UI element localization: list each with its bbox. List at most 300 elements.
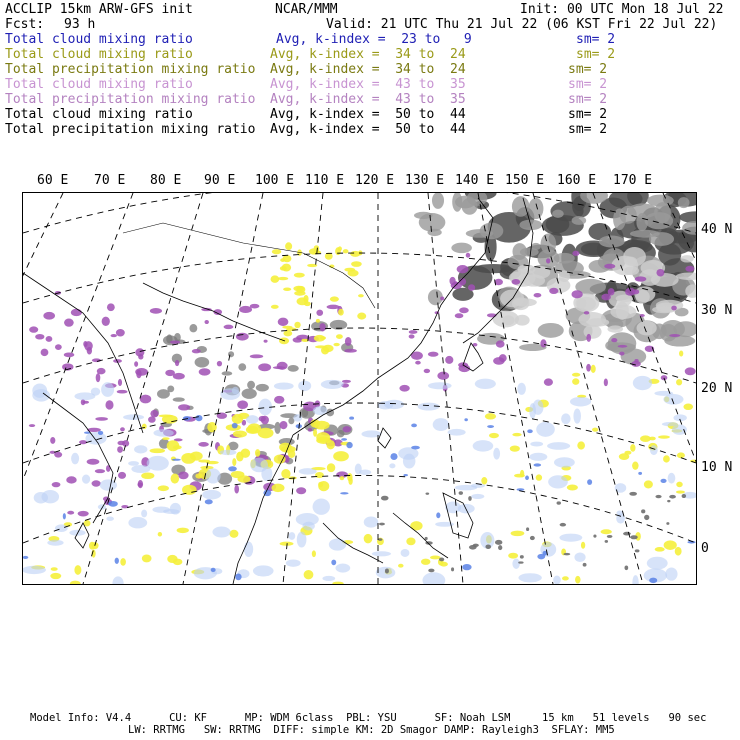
org-label: NCAR/MMM — [275, 2, 338, 17]
field-cell — [517, 488, 525, 491]
field-cell — [67, 511, 74, 515]
field-cell — [140, 395, 151, 404]
field-cell — [644, 515, 649, 520]
field-cell — [117, 446, 123, 453]
field-cell — [177, 528, 189, 534]
field-cell — [234, 485, 239, 494]
field-cell — [469, 545, 477, 550]
field-cell — [637, 321, 657, 336]
field-cell — [170, 340, 180, 343]
field-cell — [205, 468, 220, 483]
field-cell — [344, 349, 357, 353]
field-cell — [128, 461, 139, 466]
field-cell — [316, 310, 323, 316]
field-cell — [624, 565, 628, 570]
field-cell — [533, 399, 544, 414]
field-cell — [604, 264, 615, 269]
legend-avg: Avg, k-index = 43 to 35 — [270, 77, 466, 92]
field-cell — [255, 449, 260, 457]
field-cell — [586, 334, 591, 342]
field-cell — [601, 294, 611, 301]
field-cell — [459, 307, 469, 313]
field-cell — [274, 422, 280, 434]
field-cell — [530, 442, 543, 447]
legend-smoothing: sm= 2 — [568, 122, 608, 137]
field-cell — [554, 457, 575, 467]
field-cell — [233, 430, 247, 437]
field-cell — [118, 379, 122, 386]
lon-label: 110 E — [305, 173, 345, 188]
field-cell — [616, 302, 629, 320]
field-cell — [411, 424, 417, 428]
field-cell — [312, 550, 316, 557]
lon-label: 120 E — [355, 173, 395, 188]
lon-label: 100 E — [255, 173, 295, 188]
field-cell — [361, 430, 381, 437]
field-cell — [663, 455, 670, 462]
field-cell — [455, 196, 475, 209]
field-cell — [667, 500, 670, 502]
field-cell — [666, 522, 669, 525]
field-cell — [498, 545, 502, 550]
field-cell — [398, 564, 403, 568]
field-cell — [344, 268, 355, 272]
field-cell — [198, 442, 208, 447]
field-cell — [390, 453, 397, 460]
field-cell — [619, 453, 629, 460]
field-cell — [150, 410, 158, 418]
field-cell — [634, 359, 638, 362]
field-cell — [439, 558, 444, 562]
field-cell — [493, 311, 519, 328]
field-cell — [563, 553, 570, 555]
field-cell — [544, 378, 553, 386]
field-cell — [572, 373, 580, 377]
field-cell — [141, 472, 154, 479]
field-cell — [518, 573, 541, 582]
valid-time: Valid: 21 UTC Thu 21 Jul 22 (06 KST Fri 22 Jul 22) — [326, 17, 718, 32]
field-cell — [655, 547, 665, 552]
field-cell — [330, 296, 339, 301]
field-cell — [78, 511, 89, 517]
model-title: ACCLIP 15km ARW-GFS init — [5, 2, 193, 17]
field-cell — [286, 327, 296, 331]
lon-label: 90 E — [204, 173, 236, 188]
legend-smoothing: sm= 2 — [568, 107, 608, 122]
field-cell — [189, 324, 197, 332]
field-cell — [274, 383, 294, 390]
field-cell — [46, 336, 53, 342]
field-cell — [665, 567, 677, 580]
legend-avg: Avg, k-index = 50 to 44 — [270, 107, 466, 122]
field-cell — [217, 361, 222, 367]
field-cell — [466, 253, 471, 258]
field-cell — [278, 277, 289, 280]
field-cell — [520, 470, 524, 478]
field-cell — [406, 538, 415, 546]
field-cell — [343, 426, 352, 432]
field-cell — [141, 510, 147, 518]
field-cell — [297, 532, 307, 548]
field-cell — [237, 400, 248, 409]
field-cell — [224, 325, 234, 329]
field-cell — [572, 378, 579, 385]
field-cell — [66, 476, 76, 483]
lon-label: 160 E — [557, 173, 597, 188]
field-cell — [70, 581, 81, 584]
field-cell — [451, 282, 462, 289]
field-cell — [345, 337, 352, 346]
field-cell — [105, 400, 113, 409]
field-cell — [274, 455, 286, 464]
field-cell — [346, 442, 352, 448]
field-cell — [424, 369, 430, 373]
field-cell — [513, 298, 536, 306]
field-cell — [195, 415, 202, 421]
field-cell — [202, 490, 221, 500]
field-cell — [50, 437, 55, 444]
field-cell — [198, 459, 210, 462]
field-cell — [560, 523, 566, 527]
field-cell — [171, 474, 180, 484]
field-cell — [572, 290, 583, 298]
field-cell — [607, 535, 613, 538]
field-cell — [247, 381, 255, 389]
legend-smoothing: sm= 2 — [576, 47, 616, 62]
field-cell — [432, 193, 444, 209]
field-cell — [107, 303, 115, 311]
field-cell — [264, 340, 268, 343]
field-cell — [485, 413, 496, 419]
field-cell — [35, 334, 44, 340]
field-cell — [335, 564, 350, 573]
field-cell — [50, 573, 61, 579]
field-cell — [236, 333, 249, 341]
lon-label: 170 E — [613, 173, 653, 188]
lon-label: 80 E — [150, 173, 182, 188]
field-cell — [618, 345, 628, 348]
field-cell — [343, 249, 349, 253]
field-cell — [546, 258, 550, 263]
field-cell — [526, 527, 529, 531]
field-cell — [520, 248, 539, 257]
field-cell — [314, 335, 325, 342]
legend-field: Total precipitation mixing ratio — [5, 122, 256, 137]
field-cell — [567, 485, 578, 491]
field-cell — [616, 295, 634, 302]
field-cell — [573, 408, 581, 423]
field-cell — [575, 576, 581, 584]
field-cell — [274, 396, 284, 404]
field-cell — [372, 551, 391, 556]
field-cell — [572, 251, 579, 256]
field-cell — [570, 397, 591, 407]
field-cell — [574, 553, 585, 562]
field-cell — [451, 567, 454, 571]
field-cell — [43, 312, 55, 320]
field-cell — [158, 485, 169, 491]
field-cell — [355, 464, 362, 475]
field-cell — [586, 364, 591, 372]
field-cell — [552, 210, 563, 218]
field-cell — [321, 380, 344, 389]
field-cell — [451, 243, 472, 253]
lon-label: 60 E — [37, 173, 69, 188]
field-cell — [399, 385, 409, 392]
field-cell — [672, 424, 687, 434]
field-cell — [347, 473, 352, 481]
field-cell — [302, 522, 314, 531]
fcst-label: Fcst: — [5, 17, 45, 32]
field-cell — [655, 495, 661, 498]
field-cell — [428, 352, 439, 357]
field-cell — [650, 445, 658, 455]
field-cell — [232, 458, 236, 466]
map-panel[interactable] — [22, 192, 697, 585]
field-cell — [41, 349, 49, 356]
field-cell — [23, 556, 28, 559]
field-cell — [116, 329, 125, 336]
field-cell — [283, 255, 292, 262]
lon-label: 150 E — [505, 173, 545, 188]
field-cell — [658, 243, 681, 265]
field-cell — [120, 558, 126, 566]
field-cell — [236, 452, 243, 462]
field-cell — [74, 565, 81, 575]
field-cell — [153, 429, 173, 437]
field-cell — [518, 561, 523, 563]
field-cell — [117, 441, 125, 446]
field-cell — [647, 557, 668, 570]
field-cell — [430, 556, 441, 560]
field-cell — [157, 389, 170, 399]
field-cell — [664, 540, 677, 550]
field-cell — [669, 495, 676, 499]
field-cell — [232, 423, 238, 429]
field-cell — [238, 363, 246, 371]
field-cell — [547, 442, 570, 450]
field-cell — [680, 255, 693, 262]
field-cell — [685, 266, 694, 272]
field-cell — [280, 266, 287, 270]
field-cell — [178, 471, 188, 479]
field-cell — [682, 494, 687, 498]
field-cell — [120, 427, 125, 431]
field-cell — [340, 492, 348, 494]
field-shading — [23, 193, 696, 584]
field-cell — [364, 517, 379, 528]
field-cell — [421, 559, 430, 565]
field-cell — [428, 569, 434, 573]
field-cell — [496, 340, 505, 347]
field-cell — [630, 230, 660, 238]
field-cell — [64, 319, 74, 327]
field-cell — [485, 544, 491, 548]
lat-label: 10 N — [701, 460, 733, 475]
field-cell — [91, 388, 100, 396]
init-time: Init: 00 UTC Mon 18 Jul 22 — [520, 2, 724, 17]
field-cell — [333, 451, 349, 461]
fcst-value: 93 h — [64, 17, 96, 32]
field-cell — [288, 365, 299, 372]
field-cell — [329, 538, 346, 550]
field-cell — [111, 334, 117, 337]
field-cell — [349, 416, 354, 419]
field-cell — [308, 428, 312, 432]
field-cell — [635, 549, 640, 552]
field-cell — [195, 357, 210, 368]
field-cell — [192, 349, 201, 353]
field-cell — [118, 472, 126, 479]
field-cell — [593, 535, 596, 538]
field-cell — [632, 462, 639, 470]
legend-field: Total precipitation mixing ratio — [5, 92, 256, 107]
field-cell — [158, 532, 162, 537]
field-cell — [530, 536, 535, 540]
field-cell — [87, 347, 92, 355]
field-cell — [536, 474, 542, 480]
field-cell — [410, 521, 422, 530]
field-cell — [319, 323, 325, 331]
field-cell — [493, 357, 505, 365]
field-cell — [271, 484, 284, 492]
field-cell — [581, 542, 585, 549]
field-cell — [475, 379, 496, 389]
field-cell — [658, 435, 670, 438]
field-cell — [495, 540, 502, 545]
field-cell — [134, 445, 147, 453]
field-cell — [212, 527, 230, 538]
field-cell — [228, 466, 237, 471]
field-cell — [92, 480, 101, 486]
field-cell — [277, 362, 288, 370]
field-cell — [342, 380, 351, 383]
legend-smoothing: sm= 2 — [568, 62, 608, 77]
field-cell — [242, 388, 257, 398]
field-cell — [676, 482, 683, 488]
field-cell — [293, 286, 304, 292]
field-cell — [630, 535, 637, 539]
field-cell — [675, 547, 682, 556]
field-cell — [664, 335, 695, 346]
field-cell — [599, 236, 625, 248]
field-cell — [669, 334, 680, 337]
field-cell — [644, 480, 653, 488]
field-cell — [327, 463, 335, 472]
field-cell — [607, 325, 623, 332]
field-cell — [315, 472, 324, 478]
field-cell — [79, 440, 87, 444]
field-cell — [108, 501, 118, 507]
field-cell — [63, 513, 66, 519]
field-cell — [87, 459, 100, 465]
field-cell — [635, 276, 647, 281]
field-cell — [538, 323, 564, 338]
field-cell — [47, 540, 63, 546]
field-cell — [577, 441, 585, 449]
legend-smoothing: sm= 2 — [568, 92, 608, 107]
field-cell — [159, 415, 173, 418]
field-cell — [341, 438, 347, 441]
field-cell — [29, 326, 38, 332]
field-cell — [559, 534, 582, 542]
field-cell — [228, 351, 234, 357]
field-cell — [173, 397, 185, 401]
field-cell — [34, 492, 48, 504]
field-cell — [436, 512, 440, 518]
field-cell — [314, 421, 330, 430]
field-cell — [615, 483, 627, 493]
field-cell — [256, 384, 269, 392]
field-cell — [258, 363, 271, 371]
field-cell — [333, 343, 339, 346]
field-cell — [464, 418, 468, 421]
field-cell — [296, 487, 306, 494]
field-cell — [318, 482, 323, 488]
field-cell — [220, 450, 237, 455]
lon-label: 130 E — [405, 173, 445, 188]
field-cell — [630, 444, 635, 452]
field-cell — [512, 433, 521, 437]
field-cell — [448, 429, 466, 436]
field-cell — [128, 517, 147, 528]
field-cell — [510, 445, 520, 451]
field-cell — [419, 213, 446, 232]
legend-smoothing: sm= 2 — [576, 32, 616, 47]
field-cell — [326, 440, 335, 449]
field-cell — [336, 334, 343, 339]
field-cell — [98, 431, 103, 435]
field-cell — [253, 565, 274, 576]
field-cell — [409, 334, 415, 338]
field-cell — [661, 375, 668, 380]
field-cell — [587, 479, 592, 485]
field-cell — [313, 429, 317, 437]
field-cell — [645, 212, 674, 229]
field-cell — [512, 196, 530, 217]
field-cell — [459, 491, 463, 495]
field-cell — [286, 559, 301, 566]
field-cell — [487, 425, 494, 428]
field-cell — [553, 576, 561, 584]
field-cell — [95, 469, 105, 473]
field-cell — [271, 305, 279, 309]
field-cell — [584, 311, 590, 314]
field-cell — [527, 429, 533, 433]
field-cell — [85, 432, 106, 445]
field-cell — [55, 344, 62, 350]
field-cell — [283, 288, 291, 292]
field-cell — [150, 448, 165, 453]
field-cell — [235, 573, 242, 580]
field-cell — [677, 452, 685, 458]
field-cell — [678, 197, 690, 208]
field-cell — [592, 428, 598, 432]
field-cell — [633, 376, 652, 390]
field-cell — [379, 523, 385, 526]
field-cell — [511, 531, 525, 537]
field-cell — [385, 568, 389, 573]
field-cell — [178, 404, 190, 410]
field-cell — [605, 540, 608, 543]
field-cell — [471, 494, 484, 499]
field-cell — [415, 361, 421, 365]
field-cell — [278, 318, 289, 326]
field-cell — [222, 371, 233, 375]
field-cell — [629, 492, 637, 496]
field-cell — [32, 389, 50, 402]
field-cell — [71, 453, 79, 464]
